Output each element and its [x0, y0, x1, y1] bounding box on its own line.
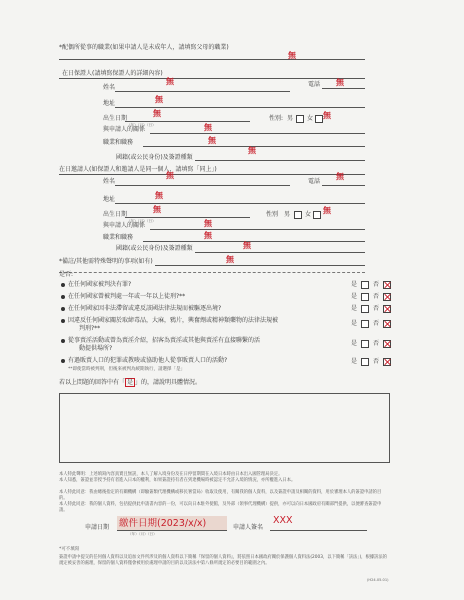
question-bullet	[61, 295, 65, 299]
yes-note-suffix: 」的，請說明具體情況。	[135, 379, 202, 386]
inviter-address-line	[115, 203, 365, 204]
guarantor-address-line	[115, 107, 365, 108]
application-date-value[interactable]: 繳件日期(2023/x/x)	[119, 518, 207, 529]
question-3-text: 在任何國家因非法滯留或違反該國法律法規而被驅逐出境?	[68, 305, 222, 312]
question-3-no-label: 否	[373, 305, 380, 312]
yes-note-highlight: 是	[127, 379, 134, 386]
guarantor-male-checkbox[interactable]	[296, 115, 304, 123]
question-1-no-checkbox[interactable]	[383, 281, 391, 289]
inviter-gender-value[interactable]: 無	[323, 206, 331, 215]
inviter-name-label: 姓名	[103, 178, 116, 185]
inviter-nationality-line	[195, 252, 365, 253]
inviter-address-value[interactable]: 無	[155, 191, 163, 200]
inviter-female-checkbox[interactable]	[313, 211, 321, 219]
guarantor-address-label: 地址	[103, 100, 116, 107]
guarantor-nationality-label: 國籍(或公民身份)及簽證種類	[116, 154, 193, 161]
question-bullet	[61, 339, 65, 343]
guarantor-birth-value[interactable]: 無	[153, 109, 161, 118]
guarantor-relation-value[interactable]: 無	[204, 123, 212, 132]
remarks-label: *備註/其他需特殊聲明的事項(如有)	[59, 258, 153, 265]
declaration-paragraph-3: 本人特此同意：我由總後指定的有關機構（即驗簽類代理機構或移民署當局）收取及使用，有關我的個人資料，以及簽證申請及相關的資料，用於審理本人的簽證申請的目的。	[59, 490, 382, 502]
inviter-nationality-value[interactable]: 無	[243, 241, 251, 250]
inviter-phone-label: 電話	[308, 178, 321, 185]
question-5-text-line2: 動提供場所?	[79, 345, 113, 352]
question-3-yes-label: 是	[351, 305, 358, 312]
question-1-yes-label: 是	[351, 281, 358, 288]
application-date-line	[117, 530, 227, 531]
guarantor-phone-line	[322, 88, 365, 89]
guarantor-female-checkbox[interactable]	[315, 115, 323, 123]
question-2-yes-label: 是	[351, 293, 358, 300]
guarantor-birth-hint: （年）（月）（日）	[127, 123, 156, 127]
question-5-yes-checkbox[interactable]	[361, 340, 369, 348]
question-6-no-label: 否	[373, 358, 380, 365]
question-3-yes-checkbox[interactable]	[361, 305, 369, 313]
question-6-yes-label: 是	[351, 358, 358, 365]
inviter-relation-label: 與申請人的關係	[103, 222, 146, 229]
inviter-male-label: 男	[284, 211, 291, 218]
yes-note-prefix: 若以上問題的回答中有「	[59, 379, 126, 386]
inviter-relation-value[interactable]: 無	[204, 219, 212, 228]
inviter-section-title: 在日邀請人(如保證人和邀請人是同一個人，請填寫「同上」)	[59, 166, 217, 173]
application-date-hint: （年）（月）（日）	[128, 532, 157, 536]
spouse-occupation-line	[59, 59, 365, 60]
inviter-relation-line	[150, 229, 365, 230]
applicant-signature-label: 申請人簽名	[233, 524, 264, 531]
question-1-text: 在任何國家被判決有罪?	[68, 281, 132, 288]
question-6-no-checkbox[interactable]	[383, 358, 391, 366]
inviter-job-line	[143, 241, 365, 242]
questions-intro: 是否:	[59, 271, 74, 278]
question-4-no-checkbox[interactable]	[383, 320, 391, 328]
applicant-signature-value[interactable]: XXX	[273, 515, 293, 526]
declaration-paragraph-4: 本人特此同意：我的個人資料，包括提供此申請書內容的一份，可以向日本駐外使館，及外部（領事代理機構）提供，亦可以向日本國政府有關部門提供，以便審查簽證申請。	[59, 502, 382, 514]
guarantor-name-label: 姓名	[103, 84, 116, 91]
inviter-name-value[interactable]: 無	[166, 171, 174, 180]
inviter-gender-label: 性別	[266, 211, 279, 218]
remarks-second-line	[59, 272, 365, 273]
yes-explanation-prompt	[59, 379, 201, 387]
inviter-birth-hint: （年）（月）（日）	[127, 219, 156, 223]
guarantor-relation-label: 與申請人的關係	[103, 126, 146, 133]
inviter-phone-value[interactable]: 無	[336, 172, 344, 181]
questions-footnote: **即使當時被判刑，但後來被判為緩期執行，請選擇「是」	[68, 367, 185, 372]
guarantor-female-label: 女	[307, 115, 314, 122]
spouse-occupation-value[interactable]: 無	[288, 51, 296, 60]
guarantor-gender-label: 性別:	[269, 115, 284, 122]
declaration-paragraph-2: 本人知悉，簽證並非授予持有者進入日本的權利，如果簽證持有者在到達機場時被認定不允許入境的情況，亦所權進入日本。	[59, 478, 296, 483]
remarks-value[interactable]: 無	[226, 255, 234, 264]
applicant-signature-line	[270, 530, 367, 531]
question-5-no-label: 否	[373, 340, 380, 347]
guarantor-birth-line	[125, 121, 250, 122]
guarantor-job-value[interactable]: 無	[208, 136, 216, 145]
question-1-no-label: 否	[373, 281, 380, 288]
declaration-paragraph-1: 本人特此聲明：上述填寫內容真實且無誤，本人了解入境身份及在日停留期間在入境日本時由日本出入國管理局決定。	[59, 472, 283, 477]
question-5-yes-label: 是	[351, 340, 358, 347]
guarantor-birth-label: 出生日期	[103, 115, 128, 122]
question-3-no-checkbox[interactable]	[383, 305, 391, 313]
inviter-name-line	[115, 185, 290, 186]
question-1-yes-checkbox[interactable]	[361, 281, 369, 289]
guarantor-name-value[interactable]: 無	[166, 77, 174, 86]
guarantor-gender-value[interactable]: 無	[323, 111, 331, 120]
inviter-birth-line	[125, 217, 250, 218]
question-5-no-checkbox[interactable]	[383, 340, 391, 348]
guarantor-male-label: 男	[287, 115, 294, 122]
question-6-yes-checkbox[interactable]	[361, 358, 369, 366]
inviter-male-checkbox[interactable]	[294, 211, 302, 219]
question-2-text: 在任何國家曾被判處一年或一年以上徒刑?**	[68, 293, 186, 300]
question-2-yes-checkbox[interactable]	[361, 293, 369, 301]
guarantor-nationality-value[interactable]: 無	[248, 146, 256, 155]
inviter-phone-line	[322, 185, 365, 186]
guarantor-address-value[interactable]: 無	[155, 95, 163, 104]
guarantor-phone-label: 電話	[308, 81, 321, 88]
privacy-note-paragraph: 簽證申請中提交的任何個人資料以及追加文件所涉及的個人資料以下簡稱『保留的個人資料』，將依照日本國政府關於保護個人資料法(2003，以下簡稱「該法」)，根據該法的規定被妥善的處理，保留的個人資料僅會被用於處理申請的目的以及該法中第八條所規定的必要目的範圍之內。	[59, 555, 387, 567]
guarantor-section-line	[59, 78, 365, 79]
inviter-address-label: 地址	[103, 196, 116, 203]
inviter-job-value[interactable]: 無	[204, 231, 212, 240]
inviter-birth-value[interactable]: 無	[153, 205, 161, 214]
inviter-nationality-label: 國籍(或公民身份)及簽證種類	[116, 245, 193, 252]
guarantor-nationality-line	[195, 160, 365, 161]
question-bullet	[61, 319, 65, 323]
question-bullet	[61, 283, 65, 287]
yes-explanation-box[interactable]	[59, 393, 390, 463]
question-2-no-checkbox[interactable]	[383, 293, 391, 301]
question-4-yes-label: 是	[351, 320, 358, 327]
inviter-female-label: 女	[305, 211, 312, 218]
remarks-line	[155, 265, 365, 266]
inviter-birth-label: 出生日期	[103, 211, 128, 218]
guarantor-job-label: 職業和職務	[103, 139, 134, 146]
inviter-job-label: 職業和職務	[103, 234, 134, 241]
guarantor-name-line	[115, 91, 290, 92]
optional-note-title: *可不填寫	[59, 547, 80, 552]
application-date-label: 申請日期	[85, 524, 110, 531]
question-bullet	[61, 307, 65, 311]
question-4-yes-checkbox[interactable]	[361, 320, 369, 328]
guarantor-relation-line	[150, 133, 365, 134]
question-6-text: 有過販賣人口的犯罪或教唆或協助他人從事販賣人口的活動?	[68, 357, 228, 364]
question-4-text: 因違反任何國家關於取締毒品，大麻，鴉片，興奮劑或精神類藥物的法律法規被	[68, 317, 279, 324]
guarantor-phone-value[interactable]: 無	[336, 78, 344, 87]
form-version-code: (H24.05.01)	[367, 578, 389, 582]
question-5-text: 從事賣淫活動或曾為賣淫介紹，招客為賣淫或其他與賣淫有直接聯繫的活	[68, 337, 261, 344]
inviter-section-line	[59, 174, 365, 175]
question-4-no-label: 否	[373, 320, 380, 327]
question-2-no-label: 否	[373, 293, 380, 300]
question-bullet	[61, 359, 65, 363]
question-4-text-line2: 判刑?**	[79, 325, 101, 332]
guarantor-section-title: 在日保證人(請填寫保證人的詳細內容)	[62, 70, 163, 77]
spouse-occupation-label: *配偶所從事的職業(如果申請人是未成年人，請填寫父母的職業)	[59, 44, 229, 51]
